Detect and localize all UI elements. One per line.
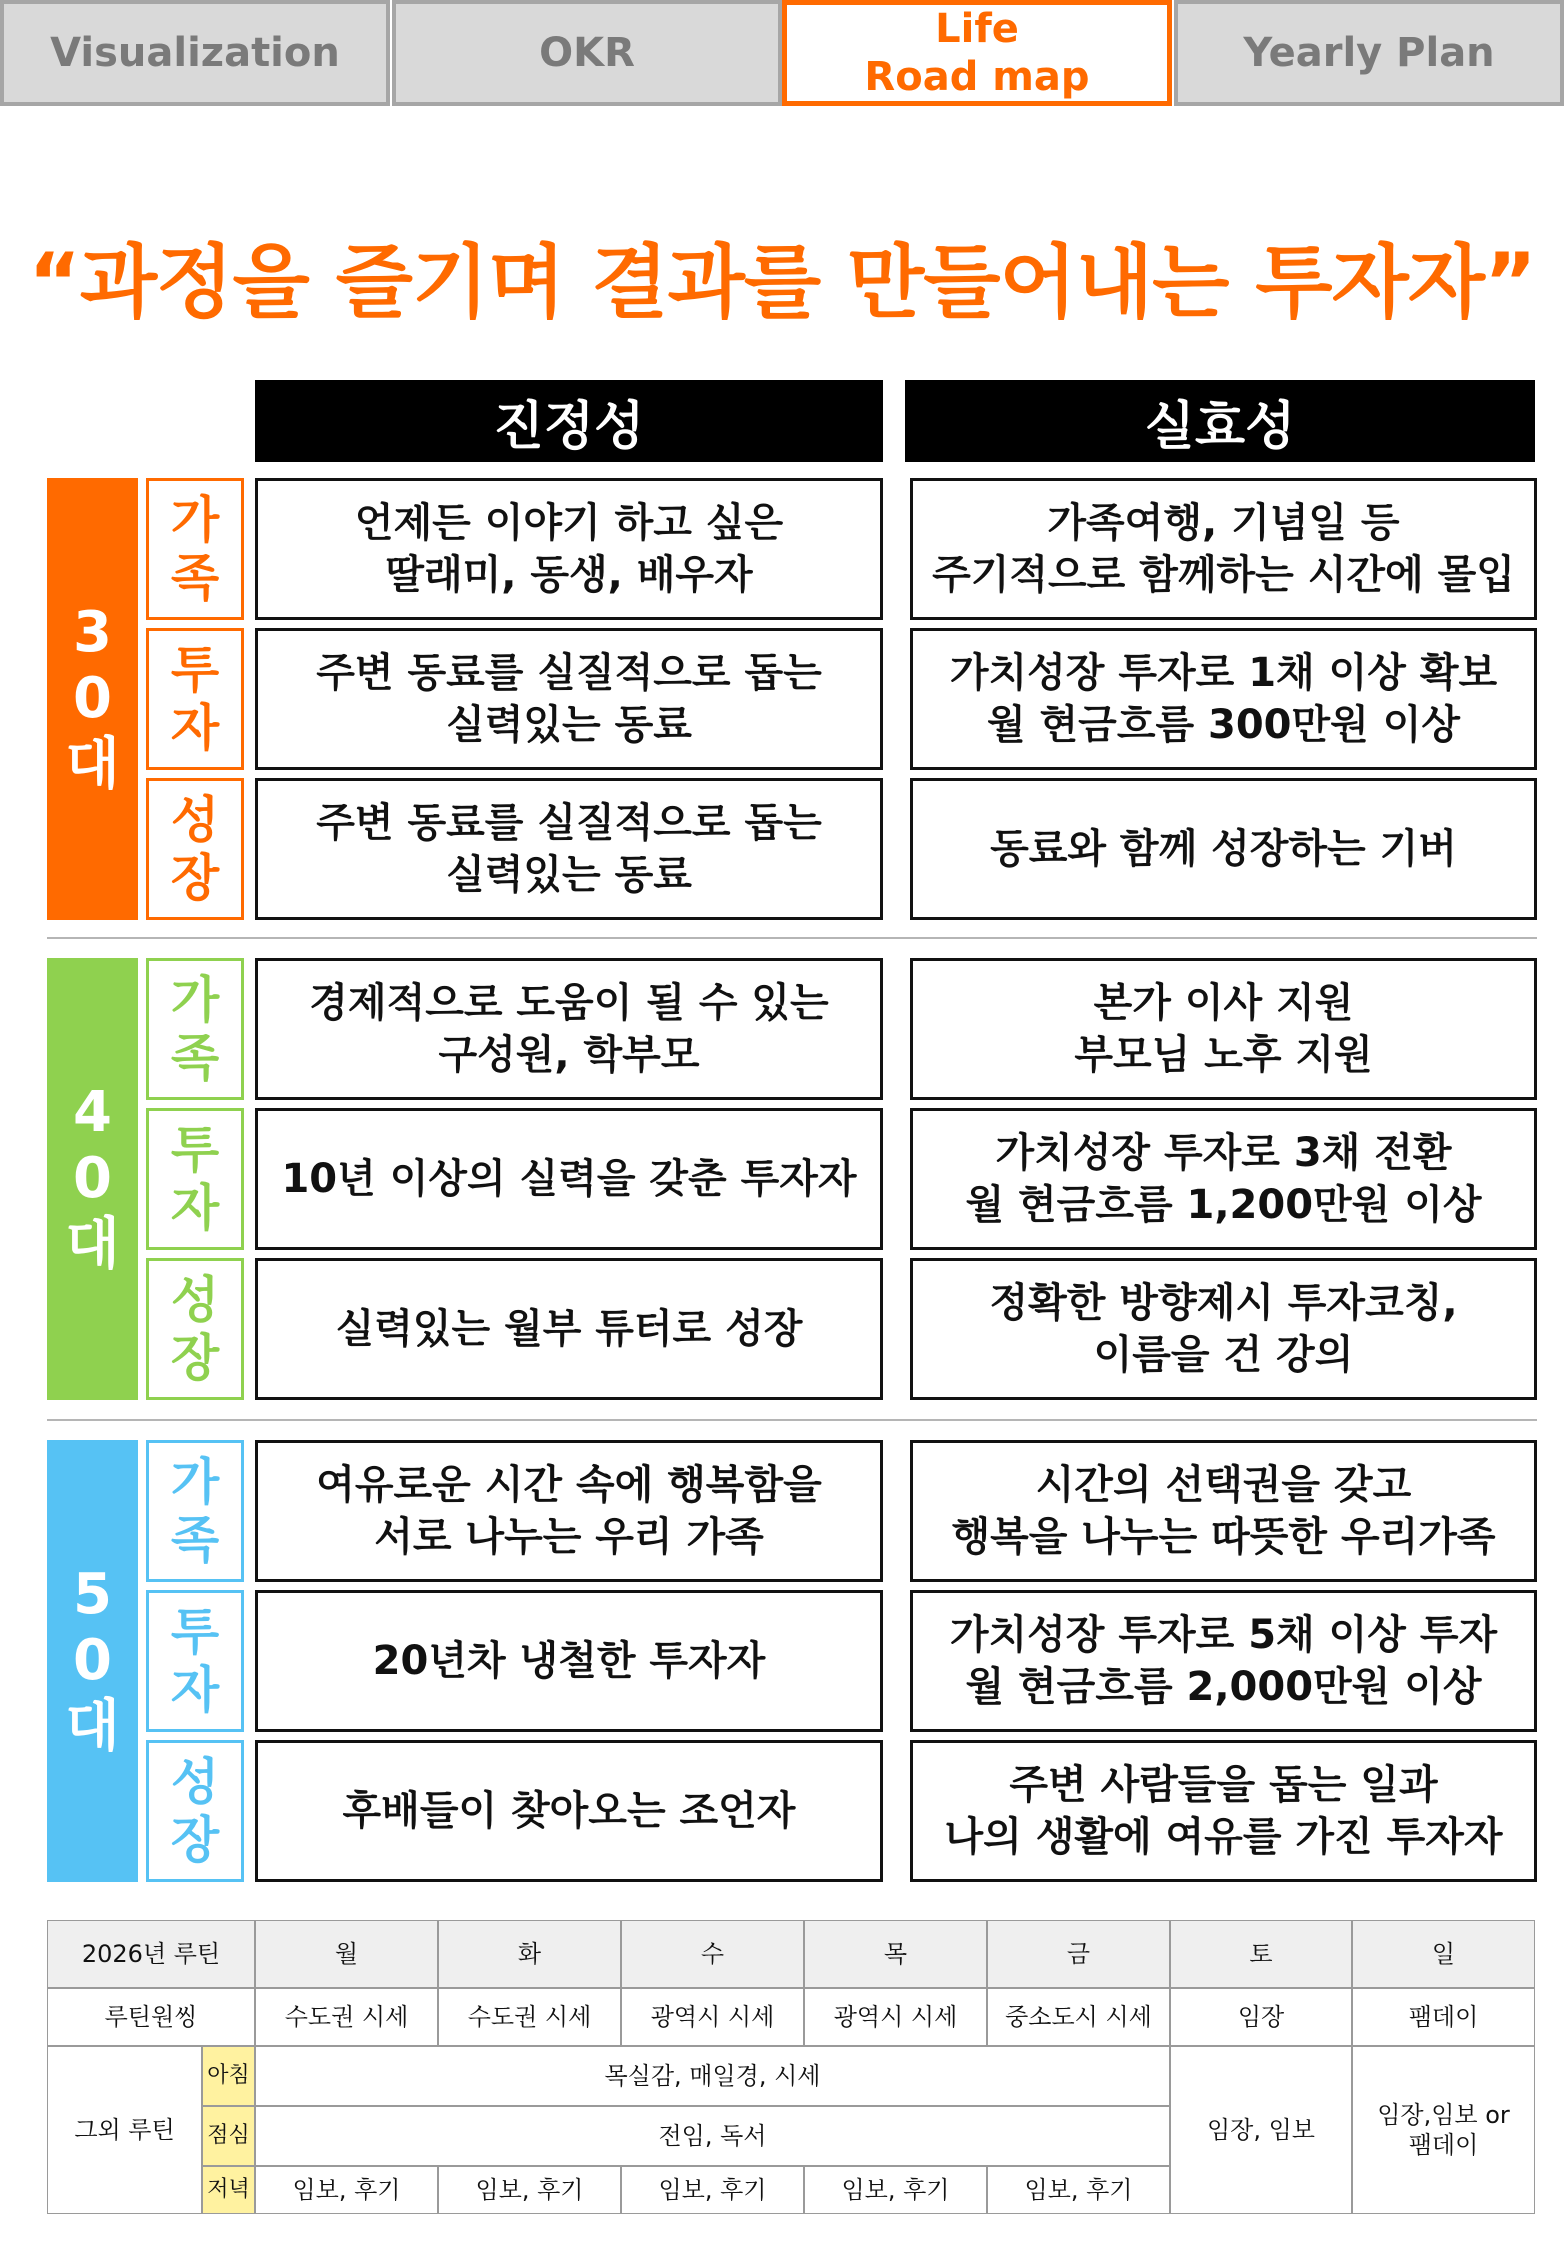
tab-life-road-map-line2: Road map <box>864 54 1090 100</box>
category-char: 가 <box>170 491 220 549</box>
routine-one-thing-tue: 수도권 시세 <box>438 1988 621 2046</box>
routine-one-thing-thu: 광역시 시세 <box>804 1988 987 2046</box>
motto-title: “과정을 즐기며 결과를 만들어내는 투자자” <box>28 236 1536 329</box>
effectiveness-cell-invest-30s: 가치성장 투자로 1채 이상 확보 월 현금흐름 300만원 이상 <box>910 628 1537 770</box>
routine-one-thing-fri: 중소도시 시세 <box>987 1988 1170 2046</box>
category-growth-30s <box>146 778 244 920</box>
decade-label-char: 0 <box>73 1146 112 1211</box>
routine-one-thing-sat: 임장 <box>1170 1988 1352 2046</box>
evening-routine-thu: 임보, 후기 <box>804 2166 987 2214</box>
category-char: 장 <box>170 849 220 907</box>
weekend-routine-sat: 임장, 임보 <box>1170 2046 1352 2214</box>
meal-dinner-label: 저녁 <box>202 2166 255 2214</box>
evening-routine-mon: 임보, 후기 <box>255 2166 438 2214</box>
day-sat: 토 <box>1170 1920 1352 1988</box>
category-char: 성 <box>170 1753 220 1811</box>
effectiveness-cell-family-40s: 본가 이사 지원 부모님 노후 지원 <box>910 958 1537 1100</box>
column-header-effectiveness: 실효성 <box>905 380 1535 462</box>
effectiveness-cell-growth-30s: 동료와 함께 성장하는 기버 <box>910 778 1537 920</box>
category-char: 가 <box>170 1453 220 1511</box>
effectiveness-cell-family-50s: 시간의 선택권을 갖고 행복을 나누는 따뜻한 우리가족 <box>910 1440 1537 1582</box>
decade-label-30s <box>47 478 138 920</box>
authenticity-cell-growth-50s: 후배들이 찾아오는 조언자 <box>255 1740 883 1882</box>
category-char: 장 <box>170 1811 220 1869</box>
authenticity-cell-growth-30s: 주변 동료를 실질적으로 돕는 실력있는 동료 <box>255 778 883 920</box>
evening-routine-fri: 임보, 후기 <box>987 2166 1170 2214</box>
authenticity-cell-family-50s: 여유로운 시간 속에 행복함을 서로 나누는 우리 가족 <box>255 1440 883 1582</box>
authenticity-cell-invest-30s: 주변 동료를 실질적으로 돕는 실력있는 동료 <box>255 628 883 770</box>
decade-label-char: 4 <box>73 1080 112 1145</box>
category-char: 족 <box>170 549 220 607</box>
tab-life-road-map-line1: Life <box>935 6 1019 52</box>
column-header-authenticity: 진정성 <box>255 380 883 462</box>
decade-label-char: 대 <box>65 1212 120 1277</box>
category-invest-30s <box>146 628 244 770</box>
effectiveness-cell-growth-50s: 주변 사람들을 돕는 일과 나의 생활에 여유를 가진 투자자 <box>910 1740 1537 1882</box>
category-family-50s <box>146 1440 244 1582</box>
decade-label-char: 0 <box>73 666 112 731</box>
category-growth-40s <box>146 1258 244 1400</box>
day-mon: 월 <box>255 1920 438 1988</box>
weekend-routine-sun: 임장,임보 or 팸데이 <box>1352 2046 1535 2214</box>
day-tue: 화 <box>438 1920 621 1988</box>
routine-one-thing-sun: 팸데이 <box>1352 1988 1535 2046</box>
category-char: 성 <box>170 791 220 849</box>
meal-lunch-label: 점심 <box>202 2106 255 2166</box>
tab-okr[interactable]: OKR <box>392 0 782 106</box>
category-char: 투 <box>170 1603 220 1661</box>
tab-bar <box>0 0 1564 112</box>
effectiveness-cell-family-30s: 가족여행, 기념일 등 주기적으로 함께하는 시간에 몰입 <box>910 478 1537 620</box>
category-char: 족 <box>170 1029 220 1087</box>
authenticity-cell-growth-40s: 실력있는 월부 튜터로 성장 <box>255 1258 883 1400</box>
category-growth-50s <box>146 1740 244 1882</box>
effectiveness-cell-invest-50s: 가치성장 투자로 5채 이상 투자 월 현금흐름 2,000만원 이상 <box>910 1590 1537 1732</box>
category-invest-50s <box>146 1590 244 1732</box>
day-sun: 일 <box>1352 1920 1535 1988</box>
day-wed: 수 <box>621 1920 804 1988</box>
decade-label-40s <box>47 958 138 1400</box>
evening-routine-tue: 임보, 후기 <box>438 2166 621 2214</box>
category-char: 장 <box>170 1329 220 1387</box>
decade-label-char: 대 <box>65 732 120 797</box>
category-char: 가 <box>170 971 220 1029</box>
authenticity-cell-invest-50s: 20년차 냉철한 투자자 <box>255 1590 883 1732</box>
category-char: 자 <box>170 1179 220 1237</box>
decade-label-50s <box>47 1440 138 1882</box>
routine-one-thing-label: 루틴원씽 <box>47 1988 255 2046</box>
decade-divider <box>47 937 1537 939</box>
category-char: 투 <box>170 641 220 699</box>
category-char: 성 <box>170 1271 220 1329</box>
decade-divider <box>47 1419 1537 1421</box>
effectiveness-cell-growth-40s: 정확한 방향제시 투자코칭, 이름을 건 강의 <box>910 1258 1537 1400</box>
category-family-30s <box>146 478 244 620</box>
category-invest-40s <box>146 1108 244 1250</box>
tab-yearly-plan[interactable]: Yearly Plan <box>1174 0 1564 106</box>
routine-one-thing-mon: 수도권 시세 <box>255 1988 438 2046</box>
category-char: 투 <box>170 1121 220 1179</box>
authenticity-cell-invest-40s: 10년 이상의 실력을 갖춘 투자자 <box>255 1108 883 1250</box>
category-char: 족 <box>170 1511 220 1569</box>
routine-title: 2026년 루틴 <box>47 1920 255 1988</box>
other-routine-label: 그외 루틴 <box>47 2046 202 2214</box>
authenticity-cell-family-30s: 언제든 이야기 하고 싶은 딸래미, 동생, 배우자 <box>255 478 883 620</box>
evening-routine-wed: 임보, 후기 <box>621 2166 804 2214</box>
decade-label-char: 대 <box>65 1694 120 1759</box>
authenticity-cell-family-40s: 경제적으로 도움이 될 수 있는 구성원, 학부모 <box>255 958 883 1100</box>
lunch-routine: 전임, 독서 <box>255 2106 1170 2166</box>
morning-routine: 목실감, 매일경, 시세 <box>255 2046 1170 2106</box>
decade-label-char: 5 <box>73 1562 112 1627</box>
category-family-40s <box>146 958 244 1100</box>
category-char: 자 <box>170 1661 220 1719</box>
decade-label-char: 3 <box>73 600 112 665</box>
day-fri: 금 <box>987 1920 1170 1988</box>
routine-one-thing-wed: 광역시 시세 <box>621 1988 804 2046</box>
effectiveness-cell-invest-40s: 가치성장 투자로 3채 전환 월 현금흐름 1,200만원 이상 <box>910 1108 1537 1250</box>
meal-breakfast-label: 아침 <box>202 2046 255 2106</box>
decade-label-char: 0 <box>73 1628 112 1693</box>
routine-table <box>47 1920 1535 2214</box>
day-thu: 목 <box>804 1920 987 1988</box>
tab-life-road-map[interactable] <box>782 0 1172 106</box>
category-char: 자 <box>170 699 220 757</box>
tab-visualization[interactable]: Visualization <box>0 0 390 106</box>
